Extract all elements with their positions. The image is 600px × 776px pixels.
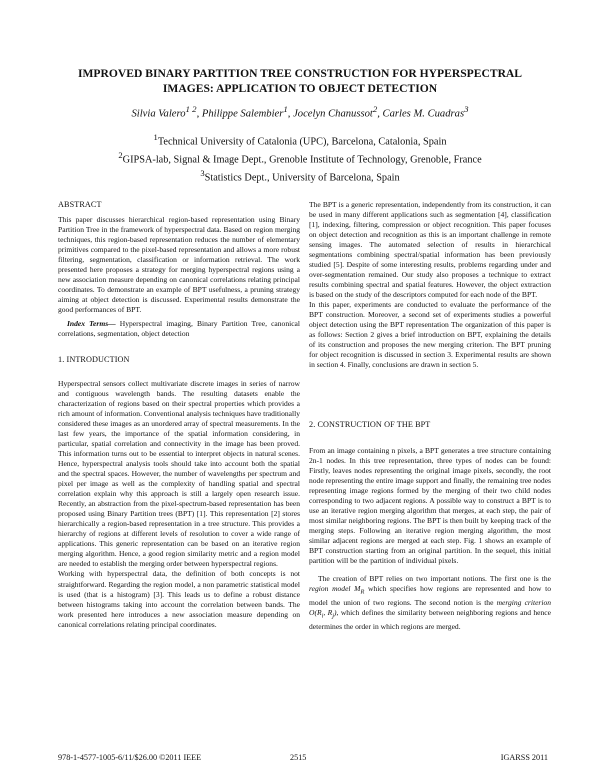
author-name: Carles M. Cuadras — [382, 108, 465, 120]
section-1-heading: 1. INTRODUCTION — [58, 355, 130, 365]
right-column — [309, 200, 551, 632]
author-name: Silvia Valero — [131, 108, 186, 120]
footer-isbn: 978-1-4577-1005-6/11/$26.00 ©2011 IEEE — [58, 753, 202, 762]
footer-venue: IGARSS 2011 — [500, 753, 548, 762]
section-2-paragraph-1: From an image containing n pixels, a BPT generates a tree structure containing 2n-1 nodes. In this tree representation, three types of nodes can be found: Firstly, leaves nodes representing the original image pixels, secondly, the root node representing the entire image support and finally, the remaining tree nodes representing image regions formed by the merging of their two child nodes corresponding to two adjacent regions. A possible way to construct a BPT is to use an iterative region merging algorithm that merges, at each step, the pair of most similar neighboring regions. The BPT is then built by keeping track of the merging steps. Following an iterative region merging algorithm, the most similar adjacent regions are merged at each step. Fig. 1 shows an example of BPT construction starting from an original partition. In the sequel, this initial partition will be the partition of individual pixels. — [309, 446, 551, 566]
author-affil-mark: 1 2 — [185, 104, 197, 114]
right-paragraph-1: The BPT is a generic representation, independently from its construction, it can be used in many different applications such as segmentation [4], classification [1], indexing, filtering, compression or object recognition. This paper focuses on object detection and recognition as this is an important challenge in remote sensing images. The automated selection of results in hierarchical segmentations combining spectral/spatial information has been previously studied [5]. Despite of some interesting results, problems regarding under and over-segmentation remained. Our study also proposes a technique to extract results combining spectral and spatial features. However, the object extraction is based on the study of the descriptors computed for each node of the BPT. — [309, 200, 551, 300]
index-terms — [58, 319, 300, 339]
affiliation: $^3$Statistics Dept., University of Barcelona, Spain — [200, 167, 400, 184]
index-terms-text: Hyperspectral imaging, Binary Partition Tree, canonical correlations, segmentation, object detection — [58, 319, 300, 339]
right-paragraph-2: In this paper, experiments are conducted to evaluate the performance of the BPT construction. Moreover, a second set of experiments studies a powerful object detection using the BPT representation The organization of this paper is as follows: Section 2 gives a brief introduction on BPT, explaining the details of its construction and proposes the new merging criterion. The BPT pruning for object recognition is discussed in section 3. Experimental results are shown in section 4. Finally, conclusions are drawn in section 5. — [309, 300, 551, 370]
left-column — [58, 200, 300, 630]
title-line-2: IMAGES: APPLICATION TO OBJECT DETECTION — [162, 82, 438, 95]
intro-paragraph-2: Working with hyperspectral data, the definition of both concepts is not straightforward. Regarding the region model, a non parametric statistical model is used (that is a histogram) [3]. This leads us to define a robust distance between histograms taking into account the correlation between bands. The work presented here introduces a new association measure depending on canonical correlations relating principal coordinates. — [58, 569, 300, 629]
page-number: 2515 — [290, 753, 307, 762]
paper-title — [60, 66, 540, 96]
affiliation-list — [60, 131, 540, 185]
author-list: Silvia Valero$^{1 2}$, Philippe Salembier$^1$, Jocelyn Chanussot$^2$, Carles M. Cuadras$^3$ — [131, 104, 469, 120]
affiliation: $^1$Technical University of Catalonia (UPC), Barcelona, Catalonia, Spain — [153, 132, 447, 148]
section-2-heading: 2. CONSTRUCTION OF THE BPT — [309, 420, 431, 430]
title-line-1: IMPROVED BINARY PARTITION TREE CONSTRUCTION FOR HYPERSPECTRAL — [77, 67, 523, 80]
author-name: Philippe Salembier — [201, 108, 284, 120]
index-terms-label: Index Terms— — [67, 319, 116, 329]
author-affil-mark: 3 — [464, 104, 469, 114]
abstract-text: This paper discusses hierarchical region-based representation using Binary Partition Tree in the framework of hyperspectral data. Based on region merging techniques, this region-based representation reduces the number of elementary primitives compared to the pixel-based representation and allows a more robust filtering, segmentation, classification or information retrieval. The work presented here proposes a strategy for merging hyperspectral regions using a new association measure depending on canonical correlations relating principal coordinates. To demonstrate an example of BPT usefulness, a pruning strategy aiming at object detection is discussed. Experimental results demonstrate the good performances of BPT. — [58, 215, 300, 315]
affiliation: $^2$GIPSA-lab, Signal & Image Dept., Grenoble Institute of Technology, Grenoble, France — [118, 149, 482, 166]
intro-paragraph-1: Hyperspectral sensors collect multivariate discrete images in series of narrow and contiguous wavelength bands. The resulting datasets enable the characterization of regions based on their spectral properties which provides a rich amount of information. Conventional analysis techniques have traditionally considered these images as an unordered array of spectral measurements. In the last few years, the importance of the spatial information considering, in particular, spatial correlation and connectivity in the image has been proved. This information turns out to be essential to interpret objects in natural scenes. Hence, hyperspectral analysis tools should take into account both the spatial and the spectral spaces. However, the number of wavelengths per spectrum and pixel per image as well as the complexity of handling spatial and spectral correlation explain why this approach is still a largely open research issue. Recently, an abstraction from the pixel-spectrum-based representation has been proposed using Binary Partition trees (BPT) [1]. This representation [2] stores hierarchically a region-based representation in a tree structure. This provides a hierarchy of regions at different levels of resolution to cover a wide range of applications. This generic representation can be based on an iterative region merging algorithm. Hence, a good region similarity metric and a region model are needed to establish the merging order between hyperspectral regions. — [58, 379, 300, 569]
section-2-paragraph-2: The creation of BPT relies on two important notions. The first one is the region model $M_R$ which specifies how regions are represented and how to model the union of two regions. The second notion is the merging criterion $O(R_i$, $R_j$), which defines the similarity between neighboring regions and hence determines the order in which regions are merged. — [309, 574, 551, 631]
author-affil-mark: 2 — [372, 104, 378, 114]
author-affil-mark: 1 — [283, 104, 288, 114]
author-name: Jocelyn Chanussot — [293, 108, 373, 120]
abstract-heading: ABSTRACT — [58, 200, 102, 209]
